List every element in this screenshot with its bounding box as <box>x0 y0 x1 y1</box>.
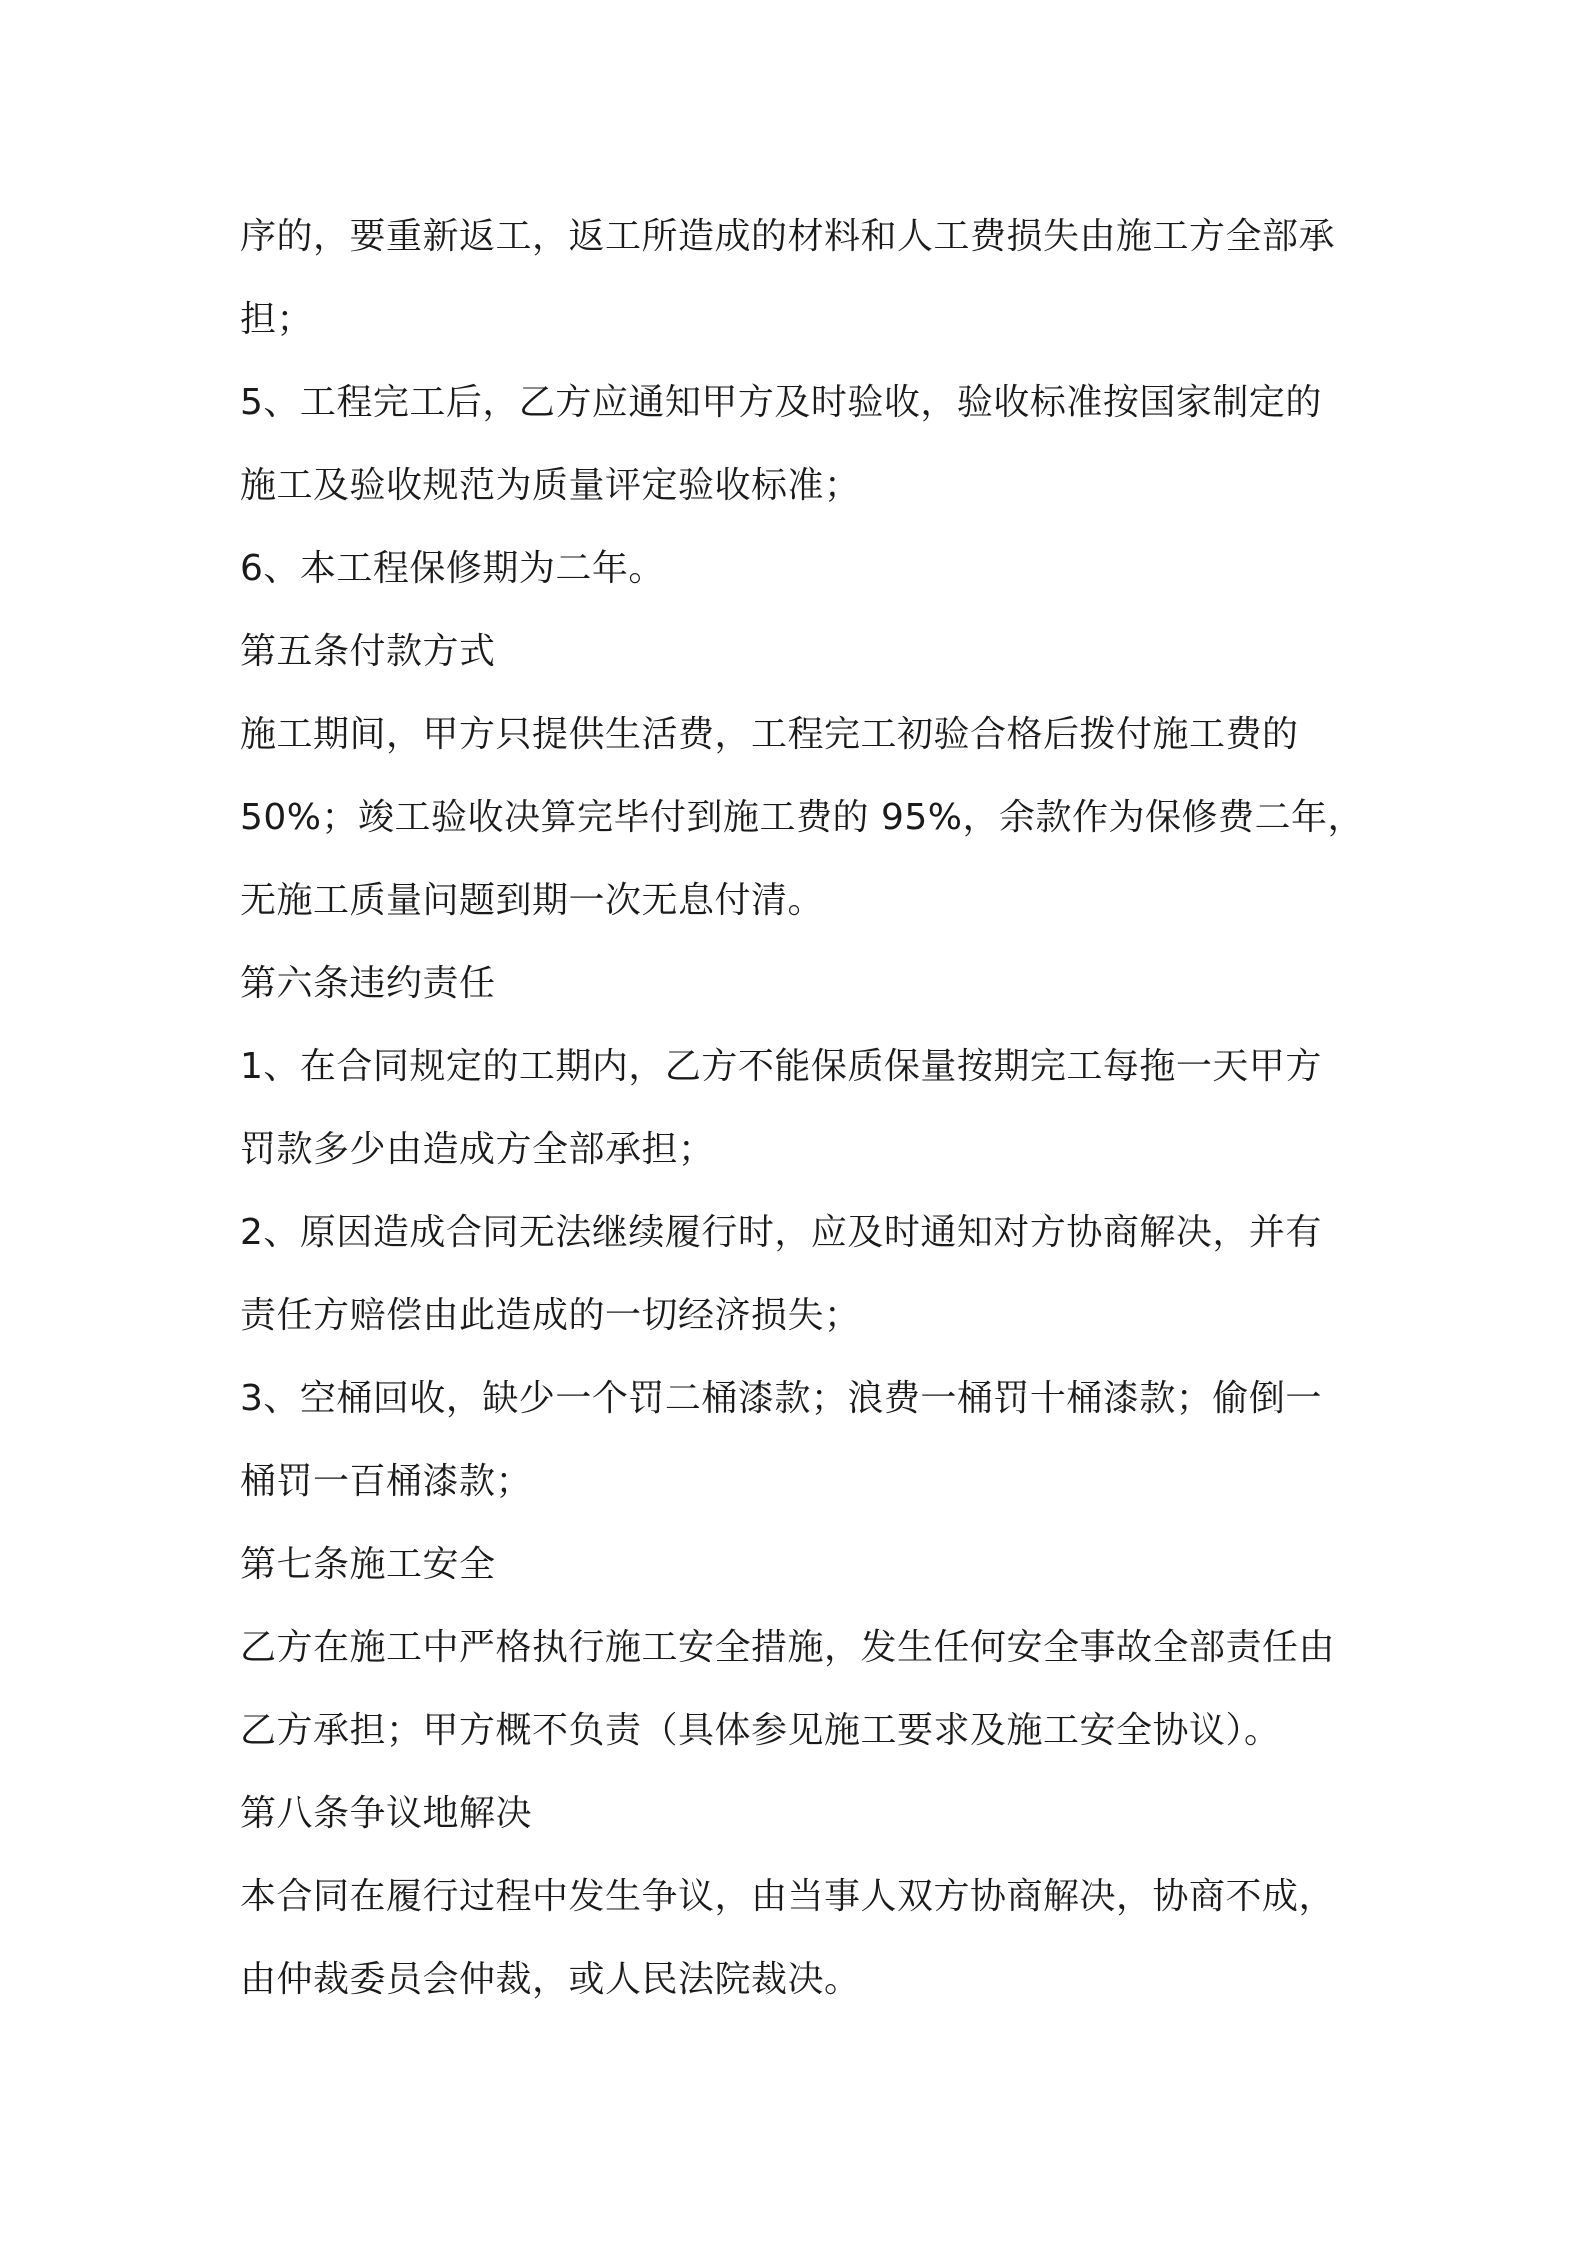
text-line: 2、原因造成合同无法继续履行时，应及时通知对方协商解决，并有 <box>240 1212 1322 1253</box>
text-line: 本合同在履行过程中发生争议，由当事人双方协商解决，协商不成， <box>240 1876 1336 1917</box>
text-line: 序的，要重新返工，返工所造成的材料和人工费损失由施工方全部承 <box>240 216 1336 257</box>
text-line: 6、本工程保修期为二年。 <box>240 548 665 589</box>
text-line: 担； <box>240 299 314 340</box>
section-heading-payment: 第五条付款方式 <box>240 631 496 672</box>
text-line: 50%；竣工验收决算完毕付到施工费的 95%，余款作为保修费二年， <box>240 797 1364 838</box>
text-line: 1、在合同规定的工期内，乙方不能保质保量按期完工每拖一天甲方 <box>240 1046 1322 1087</box>
section-heading-liability: 第六条违约责任 <box>240 963 496 1004</box>
text-line: 由仲裁委员会仲裁，或人民法院裁决。 <box>240 1959 861 2000</box>
section-heading-safety: 第七条施工安全 <box>240 1544 496 1585</box>
text-line: 无施工质量问题到期一次无息付清。 <box>240 880 825 921</box>
text-line: 乙方承担；甲方概不负责（具体参见施工要求及施工安全协议）。 <box>240 1710 1281 1751</box>
text-line: 桶罚一百桶漆款； <box>240 1461 533 1502</box>
text-line: 罚款多少由造成方全部承担； <box>240 1129 715 1170</box>
text-line: 5、工程完工后，乙方应通知甲方及时验收，验收标准按国家制定的 <box>240 382 1322 423</box>
text-line: 施工及验收规范为质量评定验收标准； <box>240 465 861 506</box>
section-heading-dispute: 第八条争议地解决 <box>240 1793 533 1834</box>
text-line: 责任方赔偿由此造成的一切经济损失； <box>240 1295 861 1336</box>
document-body <box>240 195 1364 2021</box>
text-line: 施工期间，甲方只提供生活费，工程完工初验合格后拨付施工费的 <box>240 714 1299 755</box>
text-line: 3、空桶回收，缺少一个罚二桶漆款；浪费一桶罚十桶漆款；偷倒一 <box>240 1378 1322 1419</box>
text-line: 乙方在施工中严格执行施工安全措施，发生任何安全事故全部责任由 <box>240 1627 1336 1668</box>
